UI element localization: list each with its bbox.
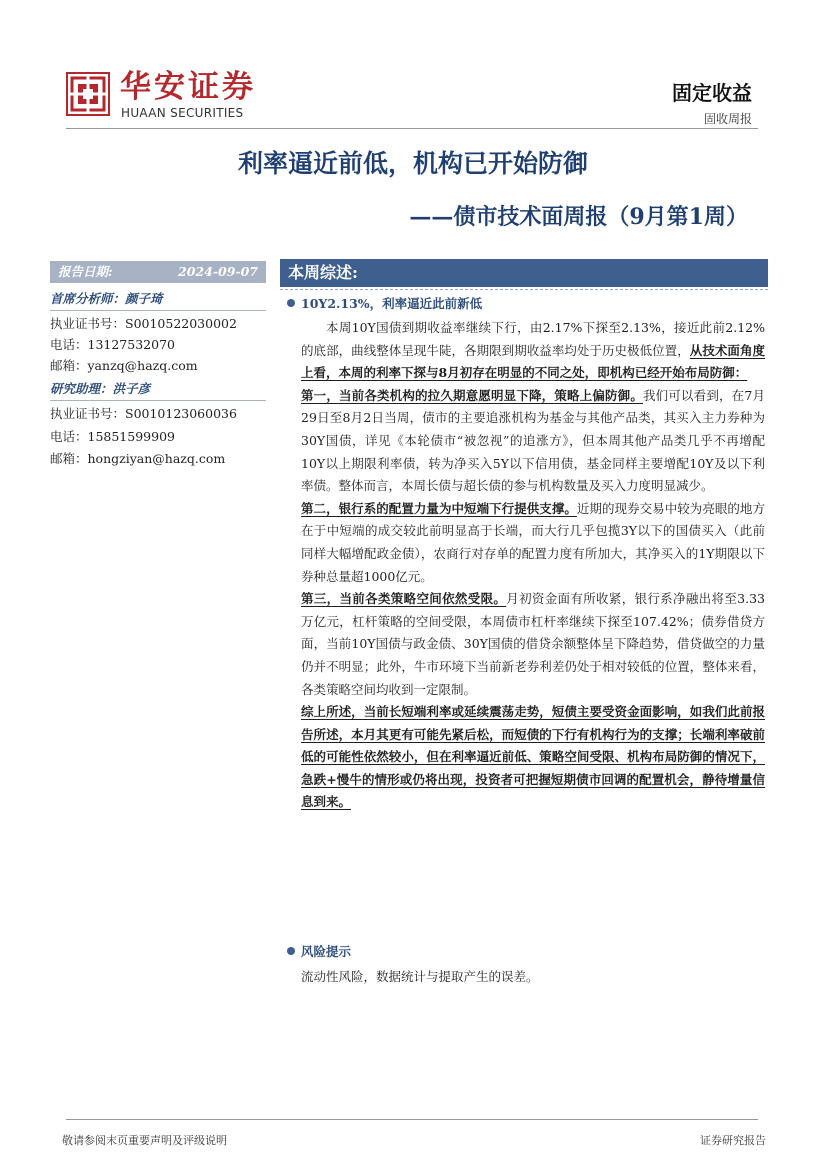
research-assistant-cert: 执业证书号：S0010123060036 [50, 406, 237, 421]
paragraph-overview: 本周10Y国债到期收益率继续下行，由2.17%下探至2.13%，接近此前2.12%的底部，曲线整体呈现牛陡，各期限到期收益率均处于历史极低位置，从技术面角度上看，本周的利率下探与8月初存在明显的不同之处，即机构已经开始布局防御： [301, 320, 765, 381]
key-point-bullet [287, 294, 482, 314]
conclusion-text: 综上所述，当前长短端利率或延续震荡走势，短债主要受资金面影响，如我们此前报告所述，本月其更有可能先紧后松，而短债的下行有机构行为的支撑；长端利率破前低的可能性依然较小，但在利率逼近前低、策略空间受限、机构布局防御的情况下，急跌+慢牛的情形或仍将出现，投资者可把握短期债市回调的配置机会，静待增量信息到来。 [301, 704, 765, 810]
key-point-title: 10Y2.13%，利率逼近此前新低 [301, 296, 483, 311]
risk-title: 风险提示 [301, 944, 352, 959]
sidebar-divider [50, 400, 266, 401]
sidebar-divider [50, 310, 266, 311]
huaan-logo-icon [66, 72, 110, 116]
footer-divider [66, 1119, 758, 1120]
risk-text: 流动性风险，数据统计与提取产生的误差。 [301, 969, 539, 984]
footer-disclaimer: 敬请参阅末页重要声明及评级说明 [62, 1134, 227, 1147]
bullet-dot-icon [287, 299, 295, 307]
research-assistant-label: 研究助理：洪子彦 [50, 381, 151, 396]
brand-name-en: HUAAN SECURITIES [121, 106, 244, 120]
header-divider [66, 128, 758, 129]
footer-report-type: 证券研究报告 [700, 1134, 766, 1147]
risk-body [301, 966, 765, 989]
point-heading: 第二，银行系的配置力量为中短端下行提供支撑。 [301, 500, 577, 516]
paragraph-point-2: 第二，银行系的配置力量为中短端下行提供支撑。近期的现券交易中较为亮眼的地方在于中短端的成交较此前明显高于长端，而大行几乎包揽3Y以下的国债买入（此前同样大幅增配政金债），农商行对存单的配置力度有所加大，其净买入的1Y期限以下券种总量超1000亿元。 [301, 500, 765, 584]
paragraph-point-1: 第一，当前各类机构的拉久期意愿明显下降，策略上偏防御。我们可以看到，在7月29日至8月2日当周，债市的主要追涨机构为基金与其他产品类，其买入主力券种为30Y国债，详见《本轮债市“被忽视”的追涨方》，但本周其他产品类几乎不再增配10Y以上期限利率债，转为净买入5Y以下信用债，基金同样主要增配10Y及以下利率债。整体而言，本周长债与超长债的参与机构数量及买入力度明显减少。 [301, 387, 765, 494]
risk-bullet [287, 942, 351, 962]
paragraph-conclusion [301, 701, 765, 814]
research-assistant-email: 邮箱：hongziyan@hazq.com [50, 451, 226, 466]
report-title: 利率逼近前低，机构已开始防御 [237, 149, 588, 178]
report-date-value: 2024-09-07 [178, 264, 258, 279]
report-category: 固定收益 [672, 81, 752, 105]
chief-analyst-phone: 电话：13127532070 [50, 337, 175, 352]
header-category-block [672, 80, 752, 128]
summary-body [301, 317, 765, 814]
report-subtitle: ——债市技术面周报（9月第1周） [409, 204, 748, 230]
brand-name-cn: 华安证券 [120, 69, 256, 105]
report-subcategory: 固收周报 [703, 112, 752, 126]
paragraph-point-3: 第三，当前各类策略空间依然受限。月初资金面有所收紧，银行系净融出将至3.33万亿元，杠杆策略的空间受限，本周债市杠杆率继续下探至107.42%；债券借贷方面，当前10Y国债与政金债、30Y国债的借贷余额整体呈下降趋势，借贷做空的力量仍并不明显；此外，牛市环境下当前新老券利差仍处于相对较低的位置，整体来看，各类策略空间均收到一定限制。 [301, 591, 765, 697]
bullet-dot-icon [287, 947, 295, 955]
section-title: 本周综述: [288, 263, 358, 282]
research-assistant-phone: 电话：15851599909 [50, 429, 175, 444]
emphasis-text: 从技术面角度上看，本周的利率下探与8月初存在明显的不同之处，即机构已经开始布局防御： [301, 342, 765, 381]
chief-analyst-email: 邮箱：yanzq@hazq.com [50, 358, 198, 373]
point-heading: 第三，当前各类策略空间依然受限。 [301, 591, 507, 607]
report-date-label: 报告日期: [58, 264, 113, 279]
section-header-summary [280, 259, 768, 287]
point-heading: 第一，当前各类机构的拉久期意愿明显下降，策略上偏防御。 [301, 387, 644, 403]
report-date-bar [50, 261, 266, 283]
section-divider [280, 289, 768, 290]
chief-analyst-cert: 执业证书号：S0010522030002 [50, 316, 237, 331]
chief-analyst-label: 首席分析师：颜子琦 [50, 291, 163, 306]
